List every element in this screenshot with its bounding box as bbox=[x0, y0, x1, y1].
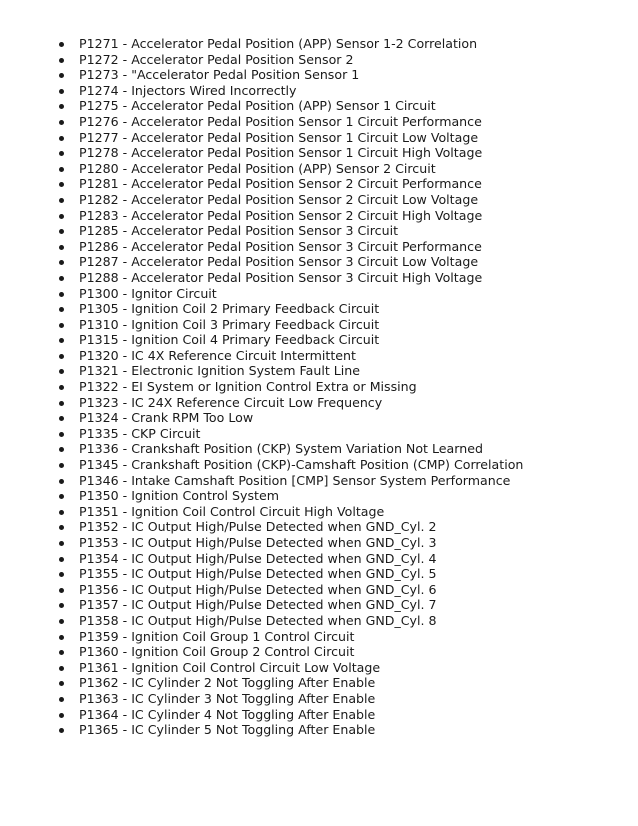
bullet-icon bbox=[59, 385, 64, 390]
list-item-text: P1310 - Ignition Coil 3 Primary Feedback Circuit bbox=[79, 316, 380, 332]
bullet-icon bbox=[59, 276, 64, 281]
list-item-text: P1275 - Accelerator Pedal Position (APP) Sensor 1 Circuit bbox=[79, 98, 436, 114]
list-item bbox=[0, 410, 523, 426]
list-item bbox=[0, 675, 523, 691]
bullet-icon bbox=[59, 619, 64, 624]
list-item-text: P1288 - Accelerator Pedal Position Sensor 3 Circuit High Voltage bbox=[79, 269, 483, 285]
bullet-icon bbox=[59, 292, 64, 297]
list-item-text: P1345 - Crankshaft Position (CKP)-Camshaft Position (CMP) Correlation bbox=[79, 457, 524, 473]
bullet-icon bbox=[59, 557, 64, 562]
list-item-text: P1286 - Accelerator Pedal Position Sensor 3 Circuit Performance bbox=[79, 238, 482, 254]
list-item bbox=[0, 582, 523, 598]
list-item-text: P1321 - Electronic Ignition System Fault Line bbox=[79, 363, 361, 379]
bullet-icon bbox=[59, 73, 64, 78]
list-item bbox=[0, 473, 523, 489]
list-item-text: P1350 - Ignition Control System bbox=[79, 488, 279, 504]
list-item bbox=[0, 301, 523, 317]
bullet-icon bbox=[59, 697, 64, 702]
list-item-text: P1363 - IC Cylinder 3 Not Toggling After Enable bbox=[79, 690, 376, 706]
list-item bbox=[0, 83, 523, 99]
list-item bbox=[0, 597, 523, 613]
list-item bbox=[0, 192, 523, 208]
list-item bbox=[0, 223, 523, 239]
list-item-text: P1271 - Accelerator Pedal Position (APP) Sensor 1-2 Correlation bbox=[79, 36, 478, 51]
bullet-icon bbox=[59, 728, 64, 733]
bullet-icon bbox=[59, 635, 64, 640]
list-item-text: P1281 - Accelerator Pedal Position Sensor 2 Circuit Performance bbox=[79, 176, 482, 192]
bullet-icon bbox=[59, 603, 64, 608]
bullet-icon bbox=[59, 338, 64, 343]
list-item bbox=[0, 395, 523, 411]
bullet-icon bbox=[59, 42, 64, 47]
bullet-icon bbox=[59, 151, 64, 156]
list-item bbox=[0, 239, 523, 255]
list-item-text: P1280 - Accelerator Pedal Position (APP) Sensor 2 Circuit bbox=[79, 160, 436, 176]
bullet-icon bbox=[59, 401, 64, 406]
list-item bbox=[0, 176, 523, 192]
list-item-text: P1356 - IC Output High/Pulse Detected when GND_Cyl. 6 bbox=[79, 581, 437, 597]
bullet-icon bbox=[59, 479, 64, 484]
list-item-text: P1277 - Accelerator Pedal Position Sensor 1 Circuit Low Voltage bbox=[79, 129, 479, 145]
list-item-text: P1276 - Accelerator Pedal Position Sensor 1 Circuit Performance bbox=[79, 113, 482, 129]
list-item-text: P1300 - Ignitor Circuit bbox=[79, 285, 217, 301]
list-item-text: P1353 - IC Output High/Pulse Detected when GND_Cyl. 3 bbox=[79, 535, 437, 550]
list-item-text: P1352 - IC Output High/Pulse Detected when GND_Cyl. 2 bbox=[79, 519, 437, 535]
bullet-icon bbox=[59, 369, 64, 374]
bullet-icon bbox=[59, 198, 64, 203]
bullet-icon bbox=[59, 666, 64, 671]
list-item bbox=[0, 130, 523, 146]
list-item-text: P1336 - Crankshaft Position (CKP) System Variation Not Learned bbox=[79, 441, 483, 457]
list-item bbox=[0, 613, 523, 629]
list-item bbox=[0, 161, 523, 177]
list-item-text: P1278 - Accelerator Pedal Position Sensor 1 Circuit High Voltage bbox=[79, 145, 483, 161]
list-item bbox=[0, 519, 523, 535]
list-item bbox=[0, 441, 523, 457]
bullet-icon bbox=[59, 89, 64, 94]
bullet-icon bbox=[59, 416, 64, 421]
bullet-icon bbox=[59, 260, 64, 265]
list-item bbox=[0, 722, 523, 738]
list-item-text: P1355 - IC Output High/Pulse Detected when GND_Cyl. 5 bbox=[79, 566, 437, 582]
bullet-icon bbox=[59, 354, 64, 359]
list-item bbox=[0, 145, 523, 161]
list-item bbox=[0, 504, 523, 520]
list-item bbox=[0, 270, 523, 286]
list-item bbox=[0, 691, 523, 707]
bullet-icon bbox=[59, 447, 64, 452]
bullet-icon bbox=[59, 541, 64, 546]
bullet-icon bbox=[59, 307, 64, 312]
bullet-icon bbox=[59, 494, 64, 499]
bullet-icon bbox=[59, 229, 64, 234]
bullet-icon bbox=[59, 713, 64, 718]
list-item-text: P1361 - Ignition Coil Control Circuit Low Voltage bbox=[79, 659, 381, 675]
bullet-icon bbox=[59, 650, 64, 655]
list-item bbox=[0, 348, 523, 364]
list-item-text: P1305 - Ignition Coil 2 Primary Feedback Circuit bbox=[79, 301, 380, 317]
list-item bbox=[0, 488, 523, 504]
bullet-icon bbox=[59, 323, 64, 328]
bullet-icon bbox=[59, 104, 64, 109]
list-item bbox=[0, 98, 523, 114]
bullet-icon bbox=[59, 58, 64, 63]
list-item-text: P1273 - "Accelerator Pedal Position Sensor 1 bbox=[79, 67, 360, 83]
list-item-text: P1324 - Crank RPM Too Low bbox=[79, 410, 254, 426]
list-item-text: P1335 - CKP Circuit bbox=[79, 425, 201, 441]
list-item-text: P1354 - IC Output High/Pulse Detected when GND_Cyl. 4 bbox=[79, 550, 437, 566]
list-item bbox=[0, 629, 523, 645]
list-item bbox=[0, 660, 523, 676]
list-item-text: P1346 - Intake Camshaft Position [CMP] Sensor System Performance bbox=[79, 472, 511, 488]
list-item-text: P1357 - IC Output High/Pulse Detected when GND_Cyl. 7 bbox=[79, 597, 437, 613]
bullet-icon bbox=[59, 525, 64, 530]
list-item-text: P1360 - Ignition Coil Group 2 Control Circuit bbox=[79, 644, 355, 660]
bullet-icon bbox=[59, 167, 64, 172]
list-item bbox=[0, 426, 523, 442]
bullet-icon bbox=[59, 245, 64, 250]
list-item bbox=[0, 644, 523, 660]
list-item bbox=[0, 67, 523, 83]
list-item-text: P1274 - Injectors Wired Incorrectly bbox=[79, 82, 297, 98]
list-item bbox=[0, 707, 523, 723]
bullet-icon bbox=[59, 681, 64, 686]
list-item bbox=[0, 208, 523, 224]
list-item-text: P1272 - Accelerator Pedal Position Sensor 2 bbox=[79, 51, 354, 67]
bullet-icon bbox=[59, 214, 64, 219]
list-item bbox=[0, 551, 523, 567]
list-item-text: P1351 - Ignition Coil Control Circuit High Voltage bbox=[79, 503, 385, 519]
list-item-text: P1365 - IC Cylinder 5 Not Toggling After Enable bbox=[79, 722, 376, 738]
list-item-text: P1285 - Accelerator Pedal Position Sensor 3 Circuit bbox=[79, 223, 399, 239]
list-item bbox=[0, 114, 523, 130]
list-item bbox=[0, 457, 523, 473]
list-item bbox=[0, 535, 523, 551]
list-item-text: P1323 - IC 24X Reference Circuit Low Frequency bbox=[79, 394, 383, 410]
list-item bbox=[0, 379, 523, 395]
list-item-text: P1283 - Accelerator Pedal Position Sensor 2 Circuit High Voltage bbox=[79, 207, 483, 223]
list-item-text: P1364 - IC Cylinder 4 Not Toggling After Enable bbox=[79, 706, 376, 722]
bullet-icon bbox=[59, 463, 64, 468]
list-item bbox=[0, 36, 523, 52]
list-item-text: P1322 - EI System or Ignition Control Extra or Missing bbox=[79, 379, 417, 395]
bullet-icon bbox=[59, 432, 64, 437]
list-item-text: P1315 - Ignition Coil 4 Primary Feedback Circuit bbox=[79, 332, 380, 348]
list-item-text: P1362 - IC Cylinder 2 Not Toggling After Enable bbox=[79, 675, 376, 691]
bullet-icon bbox=[59, 588, 64, 593]
bullet-icon bbox=[59, 572, 64, 577]
bullet-icon bbox=[59, 510, 64, 515]
list-item-text: P1320 - IC 4X Reference Circuit Intermittent bbox=[79, 347, 356, 363]
list-item bbox=[0, 52, 523, 68]
list-item-text: P1287 - Accelerator Pedal Position Sensor 3 Circuit Low Voltage bbox=[79, 254, 479, 270]
bullet-icon bbox=[59, 120, 64, 125]
list-item bbox=[0, 286, 523, 302]
list-item bbox=[0, 332, 523, 348]
list-item-text: P1282 - Accelerator Pedal Position Sensor 2 Circuit Low Voltage bbox=[79, 191, 479, 207]
list-item bbox=[0, 254, 523, 270]
list-item-text: P1359 - Ignition Coil Group 1 Control Circuit bbox=[79, 628, 355, 644]
list-item bbox=[0, 566, 523, 582]
bullet-icon bbox=[59, 182, 64, 187]
list-item bbox=[0, 363, 523, 379]
list-item-text: P1358 - IC Output High/Pulse Detected when GND_Cyl. 8 bbox=[79, 612, 437, 628]
trouble-code-list bbox=[0, 36, 523, 738]
bullet-icon bbox=[59, 136, 64, 141]
list-item bbox=[0, 317, 523, 333]
